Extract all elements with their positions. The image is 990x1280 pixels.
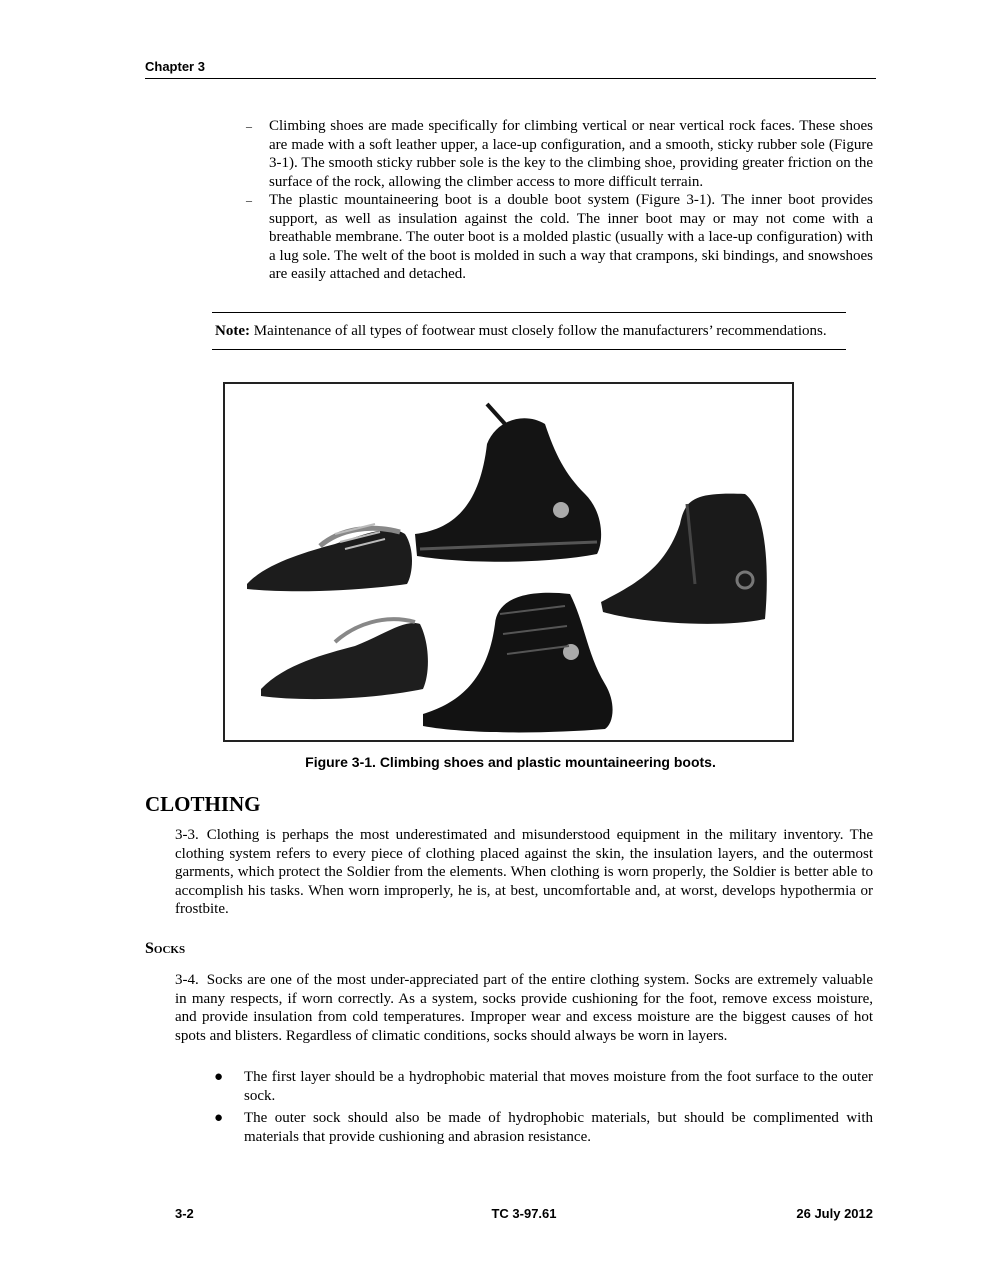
- dash-item-text: Climbing shoes are made specifically for climbing vertical or near vertical rock faces. These shoes are made with a soft leather upper, a lace-up configuration, and a smooth, sticky rubber sole (Figure 3-1). The smooth sticky rubber sole is the key to the climbing shoe, providing greater friction on the surface of the rock, allowing the climber access to more difficult terrain.: [269, 118, 873, 190]
- section-heading-clothing: CLOTHING: [145, 792, 261, 816]
- footwear-photo: [225, 384, 791, 739]
- dash-item-text: The plastic mountaineering boot is a double boot system (Figure 3-1). The inner boot provides support, as well as insulation against the cold. The inner boot may or may not come with a breathable membrane. The outer boot is a molded plastic (usually with a lace-up configuration) with a lug sole. The welt of the boot is molded in such a way that crampons, ski bindings, and snowshoes are easily attached and detached.: [269, 192, 873, 282]
- chapter-label: Chapter 3: [145, 59, 205, 74]
- dash-item-climbing-shoes: [246, 117, 873, 191]
- paragraph-3-4: [175, 971, 873, 1045]
- climbing-shoe-bottom-left: [261, 619, 428, 699]
- document-date: 26 July 2012: [796, 1206, 873, 1221]
- inner-boot-right: [601, 494, 767, 624]
- paragraph-text: Clothing is perhaps the most underestimated and misunderstood equipment in the military inventory. The clothing system refers to every piece of clothing placed against the skin, the insulation layers, and the outermost garments, which protect the Soldier from the elements. When clothing is worn properly, the Soldier is better able to accomplish his tasks. When worn improperly, he is, at best, uncomfortable and, at worst, develops hypothermia or frostbite.: [175, 827, 873, 917]
- figure-3-1-image: [223, 382, 794, 742]
- paragraph-number: 3-3.: [175, 827, 199, 843]
- bullet-item-outer-sock: [214, 1109, 873, 1146]
- figure-caption: Figure 3-1. Climbing shoes and plastic mountaineering boots.: [305, 754, 716, 770]
- page-number: 3-2: [175, 1206, 194, 1221]
- plastic-boot-top-middle: [415, 404, 601, 562]
- footwear-dash-list: [246, 117, 873, 284]
- dash-item-plastic-boot: [246, 191, 873, 284]
- note-box: [212, 312, 846, 350]
- note-text: Maintenance of all types of footwear must closely follow the manufacturers’ recommendations.: [249, 323, 827, 339]
- bullet-text: The outer sock should also be made of hydrophobic materials, but should be complimented with materials that provide cushioning and abrasion resistance.: [244, 1110, 873, 1145]
- bullet-marker: ●: [214, 1110, 224, 1126]
- note-label: Note:: [215, 323, 250, 339]
- page-footer: [175, 1206, 873, 1224]
- climbing-shoe-top-left: [247, 524, 412, 591]
- document-id: TC 3-97.61: [491, 1206, 557, 1221]
- bullet-text: The first layer should be a hydrophobic material that moves moisture from the foot surface to the outer sock.: [244, 1069, 873, 1104]
- plastic-boot-bottom-middle: [423, 593, 613, 733]
- socks-bullet-list: [214, 1068, 873, 1150]
- paragraph-3-3: [175, 826, 873, 919]
- subsection-heading-socks: Socks: [145, 940, 186, 957]
- dash-marker: –: [246, 193, 252, 207]
- page-header: [145, 58, 876, 79]
- dash-marker: –: [246, 119, 252, 133]
- paragraph-number: 3-4.: [175, 972, 199, 988]
- bullet-marker: ●: [214, 1069, 224, 1085]
- paragraph-text: Socks are one of the most under-appreciated part of the entire clothing system. Socks are extremely valuable in many respects, if worn correctly. As a system, socks provide cushioning for the foot, remove excess moisture, and provide insulation from cold temperatures. Improper wear and excess moisture are the biggest causes of hot spots and blisters. Regardless of climatic conditions, socks should always be worn in layers.: [175, 972, 873, 1044]
- bullet-item-first-layer: [214, 1068, 873, 1105]
